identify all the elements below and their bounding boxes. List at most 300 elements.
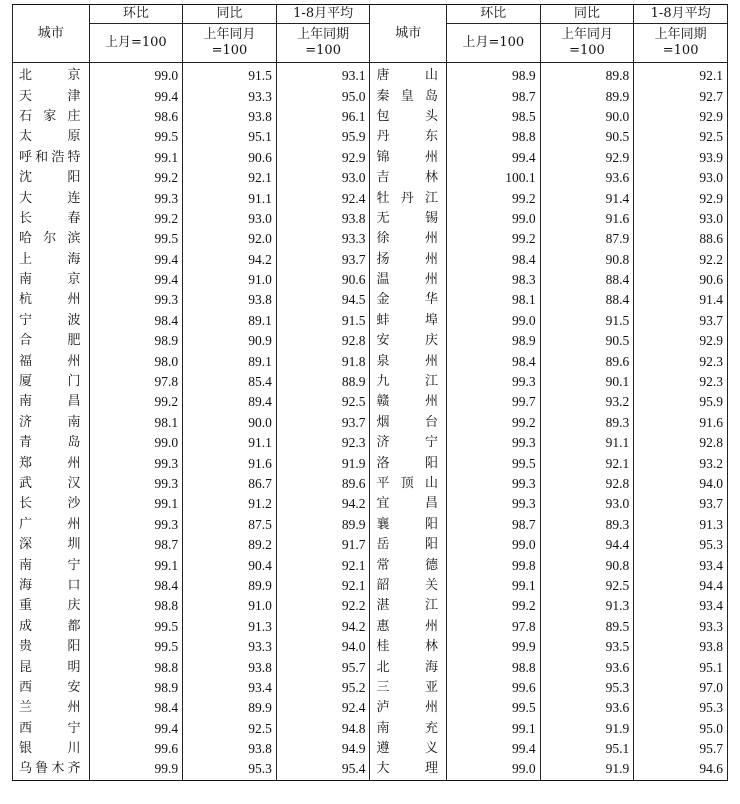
mom-value-cell: 99.1 (89, 494, 183, 514)
yoy-value-cell: 91.6 (540, 209, 634, 229)
avg-value-cell: 93.4 (634, 596, 728, 616)
city-name-cell: 杭州 (13, 290, 90, 310)
table-row (13, 433, 728, 453)
mom-value-cell: 98.9 (89, 331, 183, 351)
city-name-cell: 南昌 (13, 392, 90, 412)
table-header (13, 5, 728, 63)
yoy-value-cell: 94.4 (540, 535, 634, 555)
yoy-value-cell: 95.3 (183, 759, 277, 780)
table-row (13, 739, 728, 759)
avg-value-cell: 94.0 (276, 637, 370, 657)
city-name-cell: 安庆 (370, 331, 447, 351)
mom-value-cell: 99.3 (446, 372, 540, 392)
avg-value-cell: 93.8 (276, 209, 370, 229)
avg-value-cell: 94.6 (634, 759, 728, 780)
city-name-cell: 长沙 (13, 494, 90, 514)
city-name-cell: 上海 (13, 250, 90, 270)
mom-value-cell: 99.5 (89, 127, 183, 147)
avg-value-cell: 94.0 (634, 474, 728, 494)
city-name-cell: 兰州 (13, 698, 90, 718)
yoy-value-cell: 95.1 (540, 739, 634, 759)
table-row (13, 148, 728, 168)
avg-value-cell: 95.7 (276, 657, 370, 677)
yoy-value-cell: 88.4 (540, 270, 634, 290)
avg-value-cell: 92.4 (276, 188, 370, 208)
mom-value-cell: 99.8 (446, 555, 540, 575)
avg-base-line1: 上年同期 (654, 27, 707, 42)
yoy-value-cell: 89.9 (183, 576, 277, 596)
mom-value-cell: 99.6 (89, 739, 183, 759)
city-name-cell: 九江 (370, 372, 447, 392)
yoy-value-cell: 93.8 (183, 290, 277, 310)
mom-value-cell: 98.6 (89, 107, 183, 127)
city-name-cell: 西安 (13, 678, 90, 698)
yoy-value-cell: 90.6 (183, 148, 277, 168)
city-name-cell: 烟台 (370, 413, 447, 433)
yoy-value-cell: 89.1 (183, 311, 277, 331)
table-row (13, 290, 728, 310)
avg-value-cell: 91.5 (276, 311, 370, 331)
mom-value-cell: 98.9 (89, 678, 183, 698)
yoy-value-cell: 93.8 (183, 657, 277, 677)
mom-value-cell: 97.8 (89, 372, 183, 392)
mom-value-cell: 98.9 (446, 331, 540, 351)
mom-value-cell: 98.1 (89, 413, 183, 433)
mom-value-cell: 99.3 (89, 188, 183, 208)
city-name-cell: 深圳 (13, 535, 90, 555)
city-name-cell: 沈阳 (13, 168, 90, 188)
city-name-cell: 贵阳 (13, 637, 90, 657)
table-row (13, 678, 728, 698)
avg-value-cell: 96.1 (276, 107, 370, 127)
mom-value-cell: 99.5 (89, 637, 183, 657)
mom-value-cell: 99.2 (446, 413, 540, 433)
yoy-value-cell: 87.9 (540, 229, 634, 249)
yoy-column-header: 同比 (540, 5, 634, 24)
city-name-cell: 大理 (370, 759, 447, 780)
table-row (13, 229, 728, 249)
yoy-base-line2: =100 (211, 43, 248, 58)
city-name-cell: 宜昌 (370, 494, 447, 514)
avg-value-cell: 95.7 (634, 739, 728, 759)
mom-column-header: 环比 (89, 5, 183, 24)
avg-value-cell: 90.6 (634, 270, 728, 290)
city-name-cell: 重庆 (13, 596, 90, 616)
mom-value-cell: 99.5 (446, 453, 540, 473)
avg-value-cell: 93.3 (634, 617, 728, 637)
avg-value-cell: 95.2 (276, 678, 370, 698)
avg-value-cell: 93.0 (276, 168, 370, 188)
yoy-value-cell: 89.8 (540, 63, 634, 87)
city-name-cell: 宁波 (13, 311, 90, 331)
mom-value-cell: 99.3 (446, 433, 540, 453)
city-name-cell: 襄阳 (370, 515, 447, 535)
city-name-cell: 牡丹江 (370, 188, 447, 208)
avg-value-cell: 94.5 (276, 290, 370, 310)
city-name-cell: 洛阳 (370, 453, 447, 473)
mom-value-cell: 99.2 (89, 209, 183, 229)
avg-value-cell: 92.2 (634, 250, 728, 270)
avg-value-cell: 92.2 (276, 596, 370, 616)
avg-value-cell: 94.2 (276, 617, 370, 637)
city-name-cell: 三亚 (370, 678, 447, 698)
table-row (13, 576, 728, 596)
table-row (13, 474, 728, 494)
avg-value-cell: 92.5 (634, 127, 728, 147)
table-row (13, 719, 728, 739)
avg-base-line1: 上年同期 (297, 27, 350, 42)
avg-column-header: 1-8月平均 (276, 5, 370, 24)
avg-value-cell: 93.8 (634, 637, 728, 657)
city-name-cell: 平顶山 (370, 474, 447, 494)
yoy-base-line1: 上年同月 (560, 27, 613, 42)
city-name-cell: 北海 (370, 657, 447, 677)
mom-value-cell: 99.0 (446, 311, 540, 331)
avg-base-label (276, 24, 370, 63)
mom-value-cell: 98.4 (89, 311, 183, 331)
city-name-cell: 湛江 (370, 596, 447, 616)
mom-value-cell: 99.4 (89, 270, 183, 290)
yoy-value-cell: 92.0 (183, 229, 277, 249)
avg-value-cell: 92.3 (276, 433, 370, 453)
city-name-cell: 合肥 (13, 331, 90, 351)
city-name-cell: 昆明 (13, 657, 90, 677)
yoy-value-cell: 91.3 (183, 617, 277, 637)
yoy-value-cell: 94.2 (183, 250, 277, 270)
yoy-value-cell: 89.1 (183, 351, 277, 371)
mom-value-cell: 98.9 (446, 63, 540, 87)
avg-value-cell: 91.4 (634, 290, 728, 310)
mom-value-cell: 100.1 (446, 168, 540, 188)
city-name-cell: 赣州 (370, 392, 447, 412)
city-name-cell: 唐山 (370, 63, 447, 87)
city-name-cell: 扬州 (370, 250, 447, 270)
city-name-cell: 太原 (13, 127, 90, 147)
yoy-base-line2: =100 (569, 43, 605, 58)
avg-value-cell: 89.9 (276, 515, 370, 535)
city-name-cell: 海口 (13, 576, 90, 596)
yoy-value-cell: 90.4 (183, 555, 277, 575)
city-column-header: 城市 (370, 5, 447, 63)
mom-value-cell: 99.4 (89, 250, 183, 270)
mom-value-cell: 99.0 (89, 433, 183, 453)
mom-value-cell: 98.8 (446, 657, 540, 677)
yoy-value-cell: 91.2 (183, 494, 277, 514)
avg-value-cell: 93.2 (634, 453, 728, 473)
yoy-value-cell: 89.3 (540, 515, 634, 535)
avg-value-cell: 88.9 (276, 372, 370, 392)
mom-value-cell: 99.2 (89, 168, 183, 188)
avg-value-cell: 92.4 (276, 698, 370, 718)
table-row (13, 535, 728, 555)
avg-value-cell: 91.3 (634, 515, 728, 535)
city-name-cell: 常德 (370, 555, 447, 575)
city-name-cell: 蚌埠 (370, 311, 447, 331)
mom-value-cell: 98.1 (446, 290, 540, 310)
mom-value-cell: 97.8 (446, 617, 540, 637)
table-row (13, 759, 728, 780)
mom-value-cell: 98.4 (89, 698, 183, 718)
city-name-cell: 厦门 (13, 372, 90, 392)
table-row (13, 617, 728, 637)
yoy-base-line1: 上年同月 (203, 27, 256, 42)
city-name-cell: 西宁 (13, 719, 90, 739)
mom-value-cell: 99.2 (446, 188, 540, 208)
yoy-value-cell: 91.1 (183, 188, 277, 208)
yoy-value-cell: 91.9 (540, 719, 634, 739)
yoy-value-cell: 93.0 (183, 209, 277, 229)
table-row (13, 188, 728, 208)
city-name-cell: 泉州 (370, 351, 447, 371)
yoy-value-cell: 93.6 (540, 698, 634, 718)
yoy-value-cell: 92.5 (540, 576, 634, 596)
city-column-header: 城市 (13, 5, 90, 63)
avg-value-cell: 92.1 (276, 576, 370, 596)
table-row (13, 637, 728, 657)
yoy-value-cell: 91.6 (183, 453, 277, 473)
mom-base-label: 上月=100 (89, 24, 183, 63)
yoy-value-cell: 90.5 (540, 127, 634, 147)
yoy-value-cell: 90.5 (540, 331, 634, 351)
yoy-base-label (540, 24, 634, 63)
city-name-cell: 泸州 (370, 698, 447, 718)
yoy-value-cell: 89.4 (183, 392, 277, 412)
city-name-cell: 哈尔滨 (13, 229, 90, 249)
mom-value-cell: 99.4 (89, 719, 183, 739)
mom-value-cell: 99.3 (446, 474, 540, 494)
mom-value-cell: 98.8 (446, 127, 540, 147)
yoy-value-cell: 93.5 (540, 637, 634, 657)
yoy-value-cell: 89.9 (183, 698, 277, 718)
mom-value-cell: 99.5 (89, 617, 183, 637)
avg-column-header: 1-8月平均 (634, 5, 728, 24)
avg-value-cell: 91.6 (634, 413, 728, 433)
yoy-value-cell: 90.8 (540, 555, 634, 575)
city-name-cell: 济南 (13, 413, 90, 433)
yoy-value-cell: 89.3 (540, 413, 634, 433)
mom-value-cell: 99.9 (89, 759, 183, 780)
yoy-value-cell: 90.0 (540, 107, 634, 127)
avg-value-cell: 93.7 (276, 250, 370, 270)
avg-value-cell: 95.0 (276, 86, 370, 106)
avg-value-cell: 93.3 (276, 229, 370, 249)
yoy-value-cell: 89.2 (183, 535, 277, 555)
yoy-value-cell: 95.3 (540, 678, 634, 698)
avg-value-cell: 92.7 (634, 86, 728, 106)
table-row (13, 372, 728, 392)
mom-value-cell: 99.1 (446, 576, 540, 596)
mom-value-cell: 99.6 (446, 678, 540, 698)
mom-value-cell: 99.5 (89, 229, 183, 249)
avg-value-cell: 92.1 (634, 63, 728, 87)
avg-value-cell: 95.3 (634, 698, 728, 718)
yoy-value-cell: 86.7 (183, 474, 277, 494)
avg-value-cell: 93.0 (634, 168, 728, 188)
city-name-cell: 韶关 (370, 576, 447, 596)
table-row (13, 351, 728, 371)
avg-value-cell: 92.8 (634, 433, 728, 453)
mom-value-cell: 99.2 (446, 229, 540, 249)
yoy-value-cell: 92.9 (540, 148, 634, 168)
yoy-value-cell: 91.1 (540, 433, 634, 453)
city-name-cell: 遵义 (370, 739, 447, 759)
yoy-value-cell: 93.8 (183, 107, 277, 127)
city-name-cell: 银川 (13, 739, 90, 759)
city-name-cell: 乌鲁木齐 (13, 759, 90, 780)
yoy-value-cell: 90.1 (540, 372, 634, 392)
yoy-base-label (183, 24, 277, 63)
city-name-cell: 无锡 (370, 209, 447, 229)
table-row (13, 86, 728, 106)
mom-value-cell: 99.3 (89, 290, 183, 310)
avg-value-cell: 95.1 (634, 657, 728, 677)
table-row (13, 107, 728, 127)
city-name-cell: 徐州 (370, 229, 447, 249)
city-name-cell: 岳阳 (370, 535, 447, 555)
city-name-cell: 丹东 (370, 127, 447, 147)
avg-value-cell: 95.9 (276, 127, 370, 147)
avg-value-cell: 92.8 (276, 331, 370, 351)
avg-value-cell: 93.1 (276, 63, 370, 87)
yoy-value-cell: 93.3 (183, 637, 277, 657)
avg-value-cell: 93.7 (634, 494, 728, 514)
city-name-cell: 广州 (13, 515, 90, 535)
mom-value-cell: 98.7 (446, 515, 540, 535)
yoy-value-cell: 93.0 (540, 494, 634, 514)
mom-column-header: 环比 (446, 5, 540, 24)
avg-base-line2: =100 (662, 43, 699, 58)
table-row (13, 168, 728, 188)
city-name-cell: 长春 (13, 209, 90, 229)
avg-value-cell: 95.3 (634, 535, 728, 555)
table-row (13, 555, 728, 575)
avg-value-cell: 93.7 (276, 413, 370, 433)
table-row (13, 311, 728, 331)
avg-value-cell: 94.4 (634, 576, 728, 596)
avg-value-cell: 91.9 (276, 453, 370, 473)
city-name-cell: 成都 (13, 617, 90, 637)
mom-value-cell: 99.4 (446, 148, 540, 168)
mom-value-cell: 98.8 (89, 657, 183, 677)
yoy-value-cell: 91.0 (183, 596, 277, 616)
table-body (13, 63, 728, 781)
mom-value-cell: 99.1 (89, 555, 183, 575)
avg-value-cell: 93.7 (634, 311, 728, 331)
avg-value-cell: 91.7 (276, 535, 370, 555)
avg-value-cell: 92.3 (634, 372, 728, 392)
mom-value-cell: 99.4 (89, 86, 183, 106)
mom-value-cell: 99.3 (89, 474, 183, 494)
table-row (13, 453, 728, 473)
table-row (13, 413, 728, 433)
mom-value-cell: 99.4 (446, 739, 540, 759)
table-row (13, 596, 728, 616)
avg-value-cell: 93.0 (634, 209, 728, 229)
avg-value-cell: 92.9 (276, 148, 370, 168)
yoy-value-cell: 91.9 (540, 759, 634, 780)
price-index-table (12, 4, 728, 781)
table-row (13, 515, 728, 535)
yoy-value-cell: 89.9 (540, 86, 634, 106)
yoy-value-cell: 93.6 (540, 168, 634, 188)
city-name-cell: 青岛 (13, 433, 90, 453)
avg-value-cell: 92.3 (634, 351, 728, 371)
mom-value-cell: 98.4 (446, 351, 540, 371)
city-name-cell: 包头 (370, 107, 447, 127)
mom-value-cell: 99.2 (89, 392, 183, 412)
mom-value-cell: 99.0 (446, 209, 540, 229)
mom-value-cell: 99.5 (446, 698, 540, 718)
yoy-value-cell: 89.5 (540, 617, 634, 637)
table-row (13, 657, 728, 677)
yoy-value-cell: 90.9 (183, 331, 277, 351)
city-name-cell: 锦州 (370, 148, 447, 168)
table-row (13, 331, 728, 351)
city-name-cell: 金华 (370, 290, 447, 310)
table-row (13, 250, 728, 270)
city-name-cell: 呼和浩特 (13, 148, 90, 168)
yoy-value-cell: 92.1 (183, 168, 277, 188)
yoy-value-cell: 93.8 (183, 739, 277, 759)
mom-base-label: 上月=100 (446, 24, 540, 63)
mom-value-cell: 99.9 (446, 637, 540, 657)
yoy-value-cell: 91.5 (540, 311, 634, 331)
avg-value-cell: 89.6 (276, 474, 370, 494)
avg-value-cell: 88.6 (634, 229, 728, 249)
yoy-value-cell: 92.5 (183, 719, 277, 739)
yoy-value-cell: 93.2 (540, 392, 634, 412)
avg-value-cell: 92.9 (634, 188, 728, 208)
table-row (13, 270, 728, 290)
mom-value-cell: 98.4 (446, 250, 540, 270)
table-row (13, 127, 728, 147)
yoy-value-cell: 93.4 (183, 678, 277, 698)
table-row (13, 494, 728, 514)
avg-base-line2: =100 (305, 43, 341, 58)
mom-value-cell: 99.0 (446, 759, 540, 780)
city-name-cell: 温州 (370, 270, 447, 290)
avg-value-cell: 95.0 (634, 719, 728, 739)
table-row (13, 392, 728, 412)
city-name-cell: 北京 (13, 63, 90, 87)
avg-value-cell: 92.5 (276, 392, 370, 412)
avg-value-cell: 95.9 (634, 392, 728, 412)
yoy-value-cell: 85.4 (183, 372, 277, 392)
city-name-cell: 南宁 (13, 555, 90, 575)
yoy-value-cell: 95.1 (183, 127, 277, 147)
mom-value-cell: 98.7 (446, 86, 540, 106)
avg-value-cell: 90.6 (276, 270, 370, 290)
mom-value-cell: 98.8 (89, 596, 183, 616)
yoy-value-cell: 91.1 (183, 433, 277, 453)
yoy-value-cell: 89.6 (540, 351, 634, 371)
mom-value-cell: 98.5 (446, 107, 540, 127)
yoy-value-cell: 91.3 (540, 596, 634, 616)
avg-value-cell: 93.4 (634, 555, 728, 575)
yoy-value-cell: 90.0 (183, 413, 277, 433)
city-name-cell: 吉林 (370, 168, 447, 188)
mom-value-cell: 99.7 (446, 392, 540, 412)
mom-value-cell: 99.1 (446, 719, 540, 739)
yoy-value-cell: 92.1 (540, 453, 634, 473)
yoy-value-cell: 90.8 (540, 250, 634, 270)
city-name-cell: 惠州 (370, 617, 447, 637)
yoy-value-cell: 93.3 (183, 86, 277, 106)
avg-value-cell: 95.4 (276, 759, 370, 780)
mom-value-cell: 98.3 (446, 270, 540, 290)
city-name-cell: 秦皇岛 (370, 86, 447, 106)
avg-value-cell: 94.8 (276, 719, 370, 739)
